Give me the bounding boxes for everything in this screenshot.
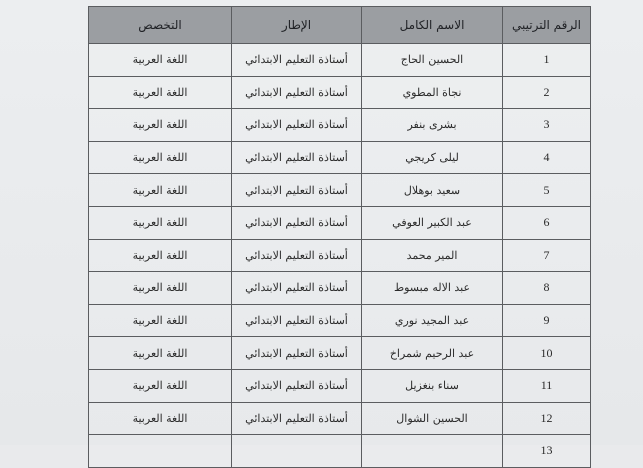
cell-framework: أستاذة التعليم الابتدائي [232,174,362,207]
cell-number: 7 [503,239,591,272]
cell-full-name: عبد الاله مبسوط [362,272,503,305]
staff-table [88,6,591,468]
cell-specialty: اللغة العربية [89,369,232,402]
cell-specialty [89,435,232,468]
cell-full-name: بشرى بنفر [362,109,503,142]
cell-specialty: اللغة العربية [89,109,232,142]
cell-specialty: اللغة العربية [89,141,232,174]
cell-specialty: اللغة العربية [89,304,232,337]
table-row [89,76,591,109]
table-row [89,141,591,174]
cell-number: 1 [503,44,591,77]
cell-number: 12 [503,402,591,435]
cell-full-name: الحسين الحاج [362,44,503,77]
cell-number: 4 [503,141,591,174]
cell-full-name: نجاة المطوي [362,76,503,109]
cell-full-name [362,435,503,468]
table-row [89,109,591,142]
table-row [89,239,591,272]
table-row [89,369,591,402]
cell-framework [232,435,362,468]
cell-framework: أستاذة التعليم الابتدائي [232,206,362,239]
cell-specialty: اللغة العربية [89,174,232,207]
header-number: الرقم الترتيبي [503,7,591,44]
cell-number: 5 [503,174,591,207]
cell-number: 8 [503,272,591,305]
cell-framework: أستاذة التعليم الابتدائي [232,369,362,402]
cell-framework: أستاذة التعليم الابتدائي [232,304,362,337]
cell-specialty: اللغة العربية [89,76,232,109]
header-framework: الإطار [232,7,362,44]
cell-number: 9 [503,304,591,337]
cell-specialty: اللغة العربية [89,239,232,272]
cell-specialty: اللغة العربية [89,272,232,305]
document-sheet [89,6,591,466]
cell-full-name: الحسين الشوال [362,402,503,435]
cell-framework: أستاذة التعليم الابتدائي [232,337,362,370]
cell-full-name: المير محمد [362,239,503,272]
cell-framework: أستاذة التعليم الابتدائي [232,44,362,77]
cell-full-name: عبد المجيد نوري [362,304,503,337]
cell-number: 2 [503,76,591,109]
cell-number: 10 [503,337,591,370]
cell-full-name: عبد الرحيم شمراخ [362,337,503,370]
table-body [89,44,591,468]
table-row [89,435,591,468]
header-row [89,7,591,44]
cell-number: 13 [503,435,591,468]
cell-framework: أستاذة التعليم الابتدائي [232,76,362,109]
table-row [89,44,591,77]
cell-number: 6 [503,206,591,239]
cell-specialty: اللغة العربية [89,337,232,370]
header-full-name: الاسم الكامل [362,7,503,44]
header-specialty: التخصص [89,7,232,44]
table-row [89,304,591,337]
cell-framework: أستاذة التعليم الابتدائي [232,239,362,272]
cell-full-name: سعيد بوهلال [362,174,503,207]
cell-number: 3 [503,109,591,142]
table-row [89,402,591,435]
table-row [89,174,591,207]
cell-framework: أستاذة التعليم الابتدائي [232,402,362,435]
table-row [89,337,591,370]
cell-framework: أستاذة التعليم الابتدائي [232,141,362,174]
cell-specialty: اللغة العربية [89,402,232,435]
table-row [89,272,591,305]
table-header [89,7,591,44]
table-row [89,206,591,239]
cell-framework: أستاذة التعليم الابتدائي [232,272,362,305]
cell-specialty: اللغة العربية [89,206,232,239]
cell-specialty: اللغة العربية [89,44,232,77]
cell-full-name: ليلى كريجي [362,141,503,174]
cell-full-name: سناء بنغزيل [362,369,503,402]
cell-number: 11 [503,369,591,402]
cell-full-name: عبد الكبير العوفي [362,206,503,239]
cell-framework: أستاذة التعليم الابتدائي [232,109,362,142]
